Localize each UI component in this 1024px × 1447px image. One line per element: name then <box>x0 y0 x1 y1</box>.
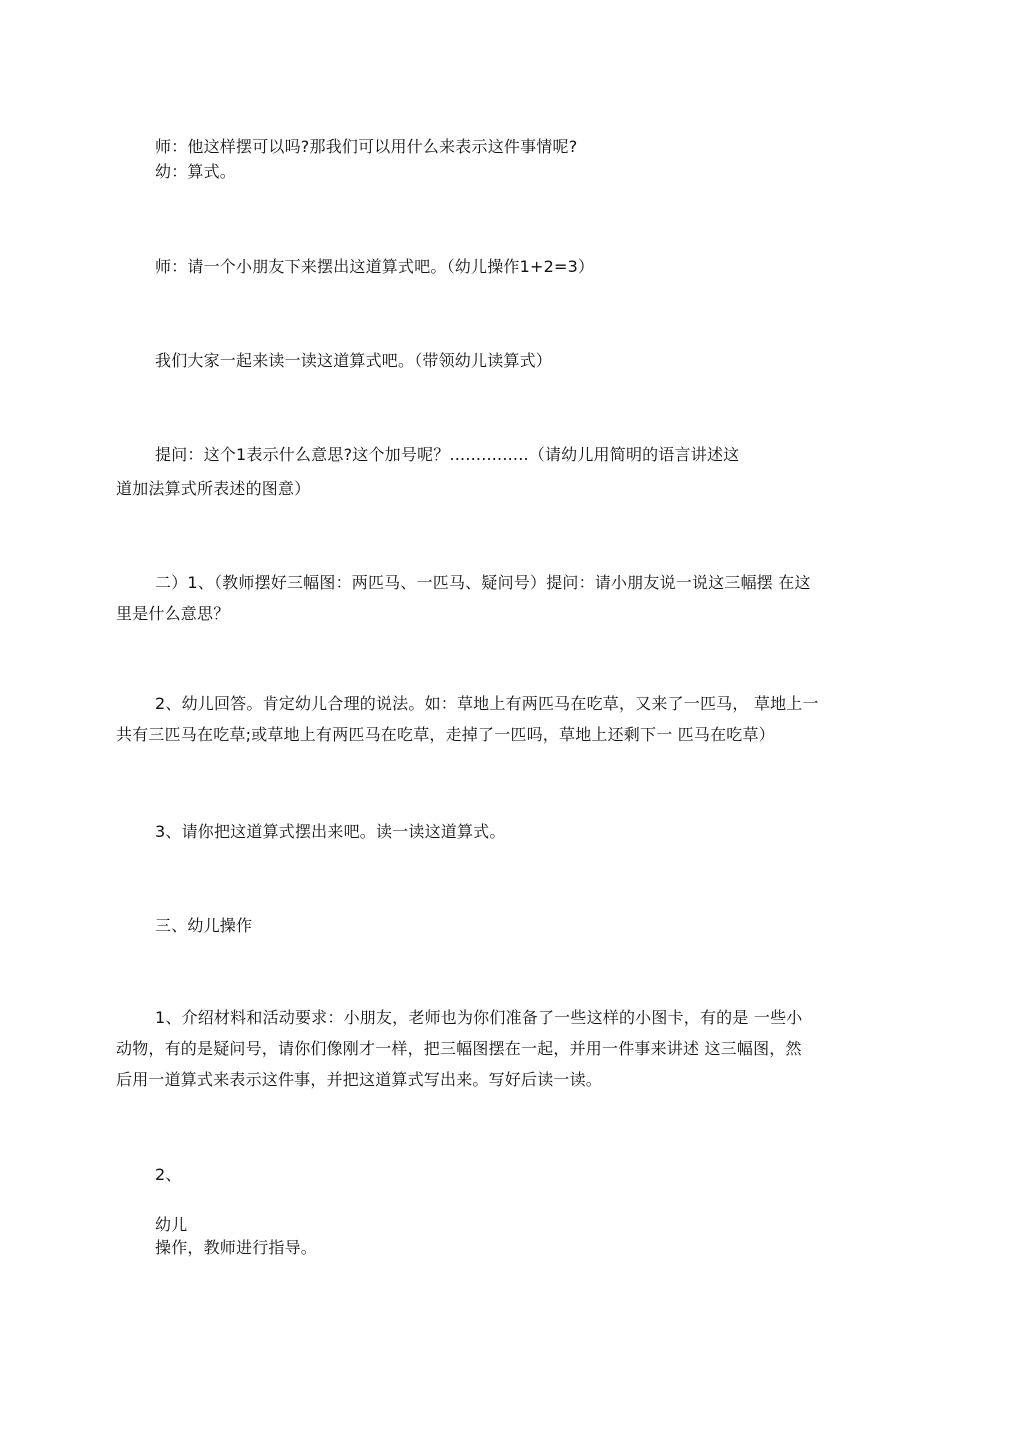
text-line: 共有三匹马在吃草;或草地上有两匹马在吃草，走掉了一匹吗，草地上还剩下一 匹马在吃草） <box>116 725 775 744</box>
text-line: 幼儿 <box>155 1215 188 1234</box>
text-line: 师：请一个小朋友下来摆出这道算式吧。（幼儿操作1+2=3） <box>155 257 595 276</box>
text-line: 3、请你把这道算式摆出来吧。读一读这道算式。 <box>155 822 506 841</box>
text-line: 幼：算式。 <box>155 162 237 181</box>
text-line: 我们大家一起来读一读这道算式吧。（带领幼儿读算式） <box>155 351 553 370</box>
section-heading: 三、幼儿操作 <box>155 916 253 935</box>
text-line: 二）1、（教师摆好三幅图：两匹马、一匹马、疑问号）提问：请小朋友说一说这三幅摆 在这 <box>155 573 811 592</box>
text-line: 动物，有的是疑问号，请你们像刚才一样，把三幅图摆在一起，并用一件事来讲述 这三幅图，然 <box>116 1039 802 1058</box>
text-line: 提问：这个1表示什么意思?这个加号呢？...............（请幼儿用简明的语言讲述这 <box>155 445 740 464</box>
text-line: 后用一道算式来表示这件事，并把这道算式写出来。写好后读一读。 <box>116 1070 603 1089</box>
text-line: 1、介绍材料和活动要求：小朋友，老师也为你们准备了一些这样的小图卡，有的是 一些小 <box>155 1008 803 1027</box>
text-line: 操作，教师进行指导。 <box>155 1238 318 1257</box>
text-line: 道加法算式所表述的图意） <box>116 479 311 498</box>
text-line: 师：他这样摆可以吗?那我们可以用什么来表示这件事情呢? <box>155 137 578 156</box>
text-line: 2、 <box>155 1165 182 1184</box>
text-line: 里是什么意思？ <box>116 604 230 623</box>
text-line: 2、幼儿回答。肯定幼儿合理的说法。如：草地上有两匹马在吃草，又来了一匹马， 草地上一 <box>155 694 819 713</box>
